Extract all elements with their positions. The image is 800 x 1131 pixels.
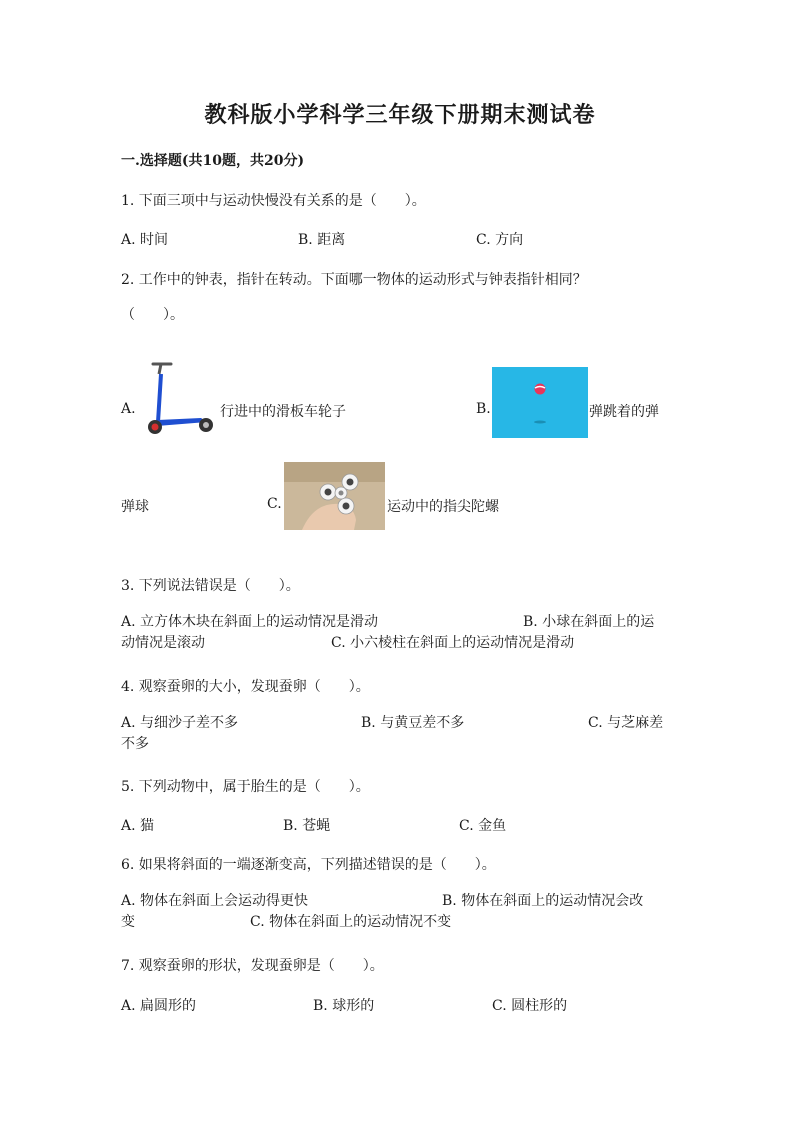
q2-option-c-label[interactable]: C. xyxy=(267,496,282,512)
fidget-spinner-image xyxy=(284,462,385,530)
q5-option-c[interactable]: C. 金鱼 xyxy=(459,818,507,834)
page-title: 教科版小学科学三年级下册期末测试卷 xyxy=(204,102,596,128)
q6-option-c[interactable]: C. 物体在斜面上的运动情况不变 xyxy=(250,914,452,930)
q4-option-a[interactable]: A. 与细沙子差不多 xyxy=(121,715,239,731)
q7-option-b[interactable]: B. 球形的 xyxy=(313,998,375,1014)
q2-option-b-text-cont: 弹球 xyxy=(121,499,149,515)
q5-option-a[interactable]: A. 猫 xyxy=(121,818,155,834)
q5-option-b[interactable]: B. 苍蝇 xyxy=(283,818,331,834)
q6-options xyxy=(121,891,671,933)
q4-options xyxy=(121,713,671,755)
question-7: 7. 观察蚕卵的形状，发现蚕卵是（ ）。 xyxy=(121,958,384,974)
q1-option-a[interactable]: A. 时间 xyxy=(121,232,169,248)
q2-option-c-text: 运动中的指尖陀螺 xyxy=(387,499,499,515)
bouncing-ball-image xyxy=(492,367,588,438)
question-1: 1. 下面三项中与运动快慢没有关系的是（ ）。 xyxy=(121,193,426,209)
q1-option-b[interactable]: B. 距离 xyxy=(298,232,346,248)
q4-option-c-cont: 不多 xyxy=(121,736,149,752)
q4-option-c[interactable]: C. 与芝麻差 xyxy=(588,715,664,731)
q7-option-a[interactable]: A. 扁圆形的 xyxy=(121,998,197,1014)
section-heading: 一.选择题(共10题，共20分) xyxy=(121,153,305,169)
q6-option-b-cont: 变 xyxy=(121,914,135,930)
q6-option-a[interactable]: A. 物体在斜面上会运动得更快 xyxy=(121,893,309,909)
q6-option-b[interactable]: B. 物体在斜面上的运动情况会改 xyxy=(442,893,644,909)
q2-option-b-label[interactable]: B. xyxy=(476,401,491,417)
q4-option-b[interactable]: B. 与黄豆差不多 xyxy=(361,715,465,731)
q3-option-b-cont: 动情况是滚动 xyxy=(121,635,205,651)
q3-option-b[interactable]: B. 小球在斜面上的运 xyxy=(523,614,655,630)
question-2: 2. 工作中的钟表，指针在转动。下面哪一物体的运动形式与钟表指针相同？ xyxy=(121,272,587,288)
q2-option-a-text: 行进中的滑板车轮子 xyxy=(220,404,346,420)
question-3: 3. 下列说法错误是（ ）。 xyxy=(121,578,300,594)
question-4: 4. 观察蚕卵的大小，发现蚕卵（ ）。 xyxy=(121,679,370,695)
question-5: 5. 下列动物中，属于胎生的是（ ）。 xyxy=(121,779,370,795)
q1-option-c[interactable]: C. 方向 xyxy=(476,232,524,248)
question-2-blank: （ ）。 xyxy=(121,307,184,323)
scooter-image xyxy=(141,358,216,436)
q7-option-c[interactable]: C. 圆柱形的 xyxy=(492,998,568,1014)
q3-option-c[interactable]: C. 小六棱柱在斜面上的运动情况是滑动 xyxy=(331,635,575,651)
q2-option-a-label[interactable]: A. xyxy=(121,401,136,417)
question-6: 6. 如果将斜面的一端逐渐变高，下列描述错误的是（ ）。 xyxy=(121,857,496,873)
q3-option-a[interactable]: A. 立方体木块在斜面上的运动情况是滑动 xyxy=(121,614,379,630)
q2-option-b-text: 弹跳着的弹 xyxy=(589,404,659,420)
q3-options xyxy=(121,612,671,654)
